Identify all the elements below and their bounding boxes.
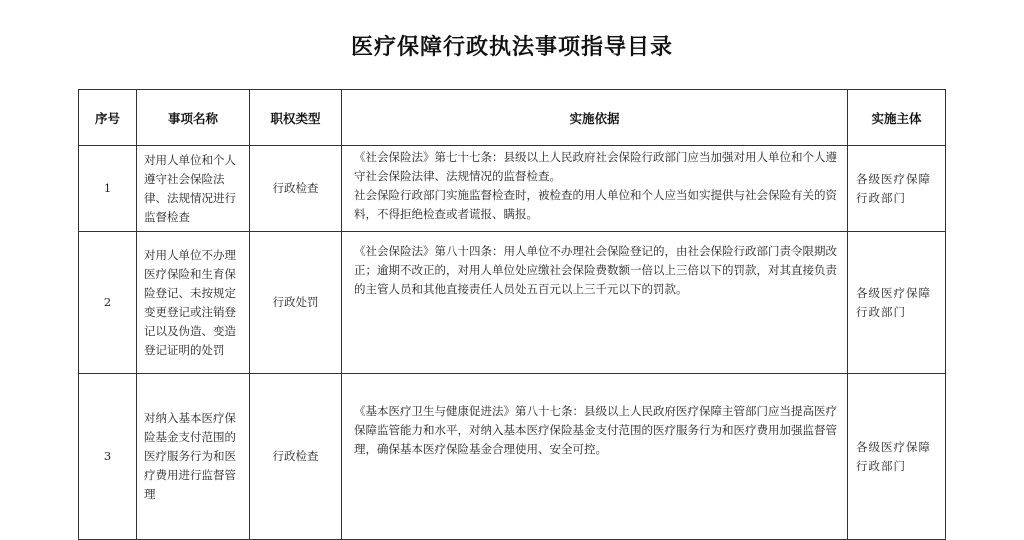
row-index: 2 — [79, 232, 137, 374]
item-name: 对用人单位和个人遵守社会保险法律、法规情况进行监督检查 — [137, 146, 250, 232]
implementing-body: 各级医疗保障行政部门 — [848, 146, 946, 232]
column-header-index: 序号 — [79, 90, 137, 146]
catalog-table — [78, 89, 946, 540]
legal-basis-paragraph: 社会保险行政部门实施监督检查时，被检查的用人单位和个人应当如实提供与社会保险有关的资料，不得拒绝检查或者谎报、瞒报。 — [354, 188, 837, 221]
column-header-type: 职权类型 — [250, 90, 342, 146]
row-index: 1 — [79, 146, 137, 232]
table-row — [79, 374, 946, 540]
row-index: 3 — [79, 374, 137, 540]
authority-type: 行政处罚 — [250, 232, 342, 374]
implementing-body: 各级医疗保障行政部门 — [848, 232, 946, 374]
page-title: 医疗保障行政执法事项指导目录 — [350, 34, 673, 60]
item-name: 对纳入基本医疗保险基金支付范围的医疗服务行为和医疗费用进行监督管理 — [137, 374, 250, 540]
column-header-name: 事项名称 — [137, 90, 250, 146]
legal-basis — [342, 146, 848, 232]
table-row — [79, 146, 946, 232]
table-row — [79, 232, 946, 374]
column-header-subject: 实施主体 — [848, 90, 946, 146]
legal-basis-paragraph: 《社会保险法》第七十七条：县级以上人民政府社会保险行政部门应当加强对用人单位和个人遵守社会保险法律、法规情况的监督检查。 — [354, 150, 837, 183]
legal-basis-paragraph: 《基本医疗卫生与健康促进法》第八十七条：县级以上人民政府医疗保障主管部门应当提高医疗保障监管能力和水平，对纳入基本医疗保险基金支付范围的医疗服务行为和医疗费用加强监督管理，确保基本医疗保险基金合理使用、安全可控。 — [354, 404, 837, 456]
legal-basis-paragraph: 《社会保险法》第八十四条：用人单位不办理社会保险登记的，由社会保险行政部门责令限期改正；逾期不改正的，对用人单位处应缴社会保险费数额一倍以上三倍以下的罚款，对其直接负责的主管人员和其他直接责任人员处五百元以上三千元以下的罚款。 — [354, 244, 837, 296]
implementing-body: 各级医疗保障行政部门 — [848, 374, 946, 540]
authority-type: 行政检查 — [250, 374, 342, 540]
item-name: 对用人单位不办理医疗保险和生育保险登记、未按规定变更登记或注销登记以及伪造、变造登记证明的处罚 — [137, 232, 250, 374]
table-header-row — [79, 90, 946, 146]
column-header-basis: 实施依据 — [342, 90, 848, 146]
legal-basis — [342, 232, 848, 374]
legal-basis — [342, 374, 848, 540]
authority-type: 行政检查 — [250, 146, 342, 232]
